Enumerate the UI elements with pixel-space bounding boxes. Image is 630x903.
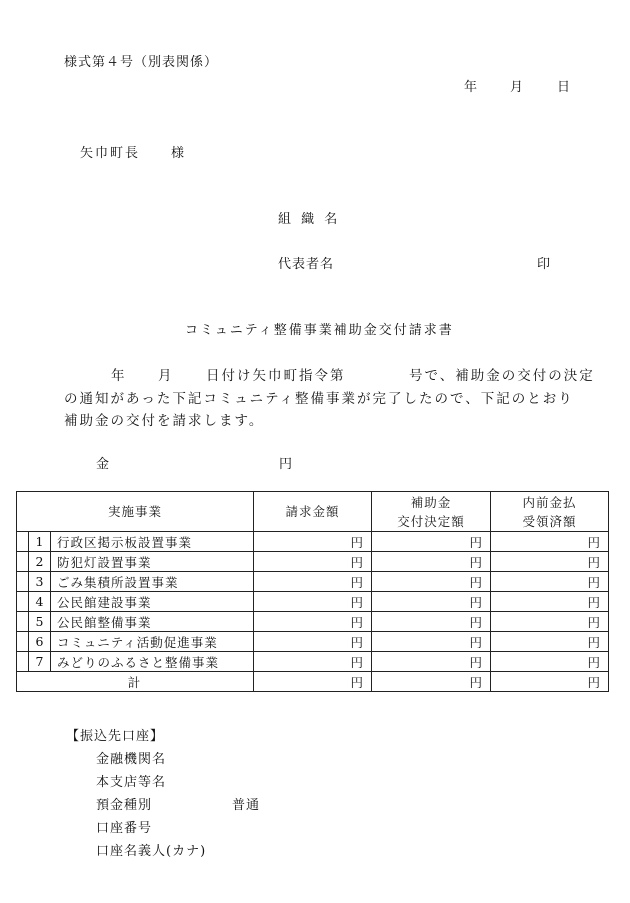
table-row xyxy=(17,592,609,612)
row-project-name: 防犯灯設置事業 xyxy=(51,552,254,572)
header-received-line1: 内前金払 xyxy=(522,494,577,510)
row-received: 円 xyxy=(491,612,609,632)
row-indent-cell xyxy=(17,632,29,652)
bank-account-number-label: 口座番号 xyxy=(96,821,153,836)
row-indent-cell xyxy=(17,612,29,632)
row-project-name: みどりのふるさと整備事業 xyxy=(51,652,254,672)
row-number: 2 xyxy=(29,552,51,572)
row-number: 4 xyxy=(29,592,51,612)
bank-account-type-label: 預金種別 xyxy=(96,798,153,813)
row-requested: 円 xyxy=(254,592,372,612)
table-row xyxy=(17,612,609,632)
bank-institution-label: 金融機関名 xyxy=(96,752,167,767)
row-received: 円 xyxy=(491,592,609,612)
seal-mark: 印 xyxy=(537,257,552,272)
total-decided: 円 xyxy=(372,672,491,692)
table-total-row xyxy=(17,672,609,692)
row-requested: 円 xyxy=(254,652,372,672)
header-received xyxy=(491,492,609,532)
row-number: 5 xyxy=(29,612,51,632)
row-decided: 円 xyxy=(372,652,491,672)
row-indent-cell xyxy=(17,652,29,672)
form-number-label: 様式第４号（別表関係） xyxy=(64,55,219,70)
project-table xyxy=(16,491,609,692)
header-decided xyxy=(372,492,491,532)
row-received: 円 xyxy=(491,652,609,672)
row-indent-cell xyxy=(17,572,29,592)
addressee-honorific: 様 xyxy=(171,146,186,161)
row-received: 円 xyxy=(491,632,609,652)
row-number: 1 xyxy=(29,532,51,552)
row-received: 円 xyxy=(491,532,609,552)
organization-label: 組 織 名 xyxy=(278,212,341,227)
header-decided-line1: 補助金 xyxy=(410,494,452,510)
body-line-3: 補助金の交付を請求します。 xyxy=(64,413,265,429)
row-number: 3 xyxy=(29,572,51,592)
body-month: 月 xyxy=(158,368,174,384)
table-header-row xyxy=(17,492,609,532)
header-received-line2: 受領済額 xyxy=(522,513,577,529)
amount-label: 金 xyxy=(96,457,111,472)
row-project-name: 行政区掲示板設置事業 xyxy=(51,532,254,552)
row-requested: 円 xyxy=(254,612,372,632)
table-row xyxy=(17,632,609,652)
row-received: 円 xyxy=(491,552,609,572)
row-project-name: 公民館整備事業 xyxy=(51,612,254,632)
date-year: 年 xyxy=(464,80,479,95)
bank-heading: 【振込先口座】 xyxy=(66,729,165,744)
representative-label: 代表者名 xyxy=(278,257,335,272)
row-decided: 円 xyxy=(372,572,491,592)
date-day: 日 xyxy=(557,80,572,95)
bank-account-holder-label: 口座名義人(カナ) xyxy=(96,844,207,859)
row-number: 6 xyxy=(29,632,51,652)
row-indent-cell xyxy=(17,532,29,552)
row-decided: 円 xyxy=(372,612,491,632)
header-requested: 請求金額 xyxy=(254,492,372,532)
row-project-name: コミュニティ活動促進事業 xyxy=(51,632,254,652)
table-row xyxy=(17,652,609,672)
table-row xyxy=(17,572,609,592)
document-title: コミュニティ整備事業補助金交付請求書 xyxy=(185,323,454,338)
amount-unit: 円 xyxy=(279,457,294,472)
row-number: 7 xyxy=(29,652,51,672)
row-received: 円 xyxy=(491,572,609,592)
row-indent-cell xyxy=(17,592,29,612)
row-requested: 円 xyxy=(254,532,372,552)
addressee-name: 矢巾町長 xyxy=(80,146,141,161)
body-number-text: 号で、補助金の交付の決定 xyxy=(409,368,595,384)
row-project-name: ごみ集積所設置事業 xyxy=(51,572,254,592)
table-row xyxy=(17,552,609,572)
header-decided-line2: 交付決定額 xyxy=(397,513,465,529)
row-project-name: 公民館建設事業 xyxy=(51,592,254,612)
row-requested: 円 xyxy=(254,632,372,652)
body-line-2: の通知があった下記コミュニティ整備事業が完了したので、下記のとおり xyxy=(64,391,574,407)
total-received: 円 xyxy=(491,672,609,692)
body-year: 年 xyxy=(111,368,127,384)
table-row xyxy=(17,532,609,552)
row-decided: 円 xyxy=(372,592,491,612)
bank-account-type-value: 普通 xyxy=(232,798,261,813)
row-decided: 円 xyxy=(372,532,491,552)
row-requested: 円 xyxy=(254,552,372,572)
row-decided: 円 xyxy=(372,552,491,572)
total-requested: 円 xyxy=(254,672,372,692)
header-project: 実施事業 xyxy=(17,492,254,532)
date-month: 月 xyxy=(510,80,525,95)
body-directive-text: 日付け矢巾町指令第 xyxy=(206,368,346,384)
total-label: 計 xyxy=(17,672,254,692)
row-indent-cell xyxy=(17,552,29,572)
row-decided: 円 xyxy=(372,632,491,652)
row-requested: 円 xyxy=(254,572,372,592)
bank-branch-label: 本支店等名 xyxy=(96,775,167,790)
